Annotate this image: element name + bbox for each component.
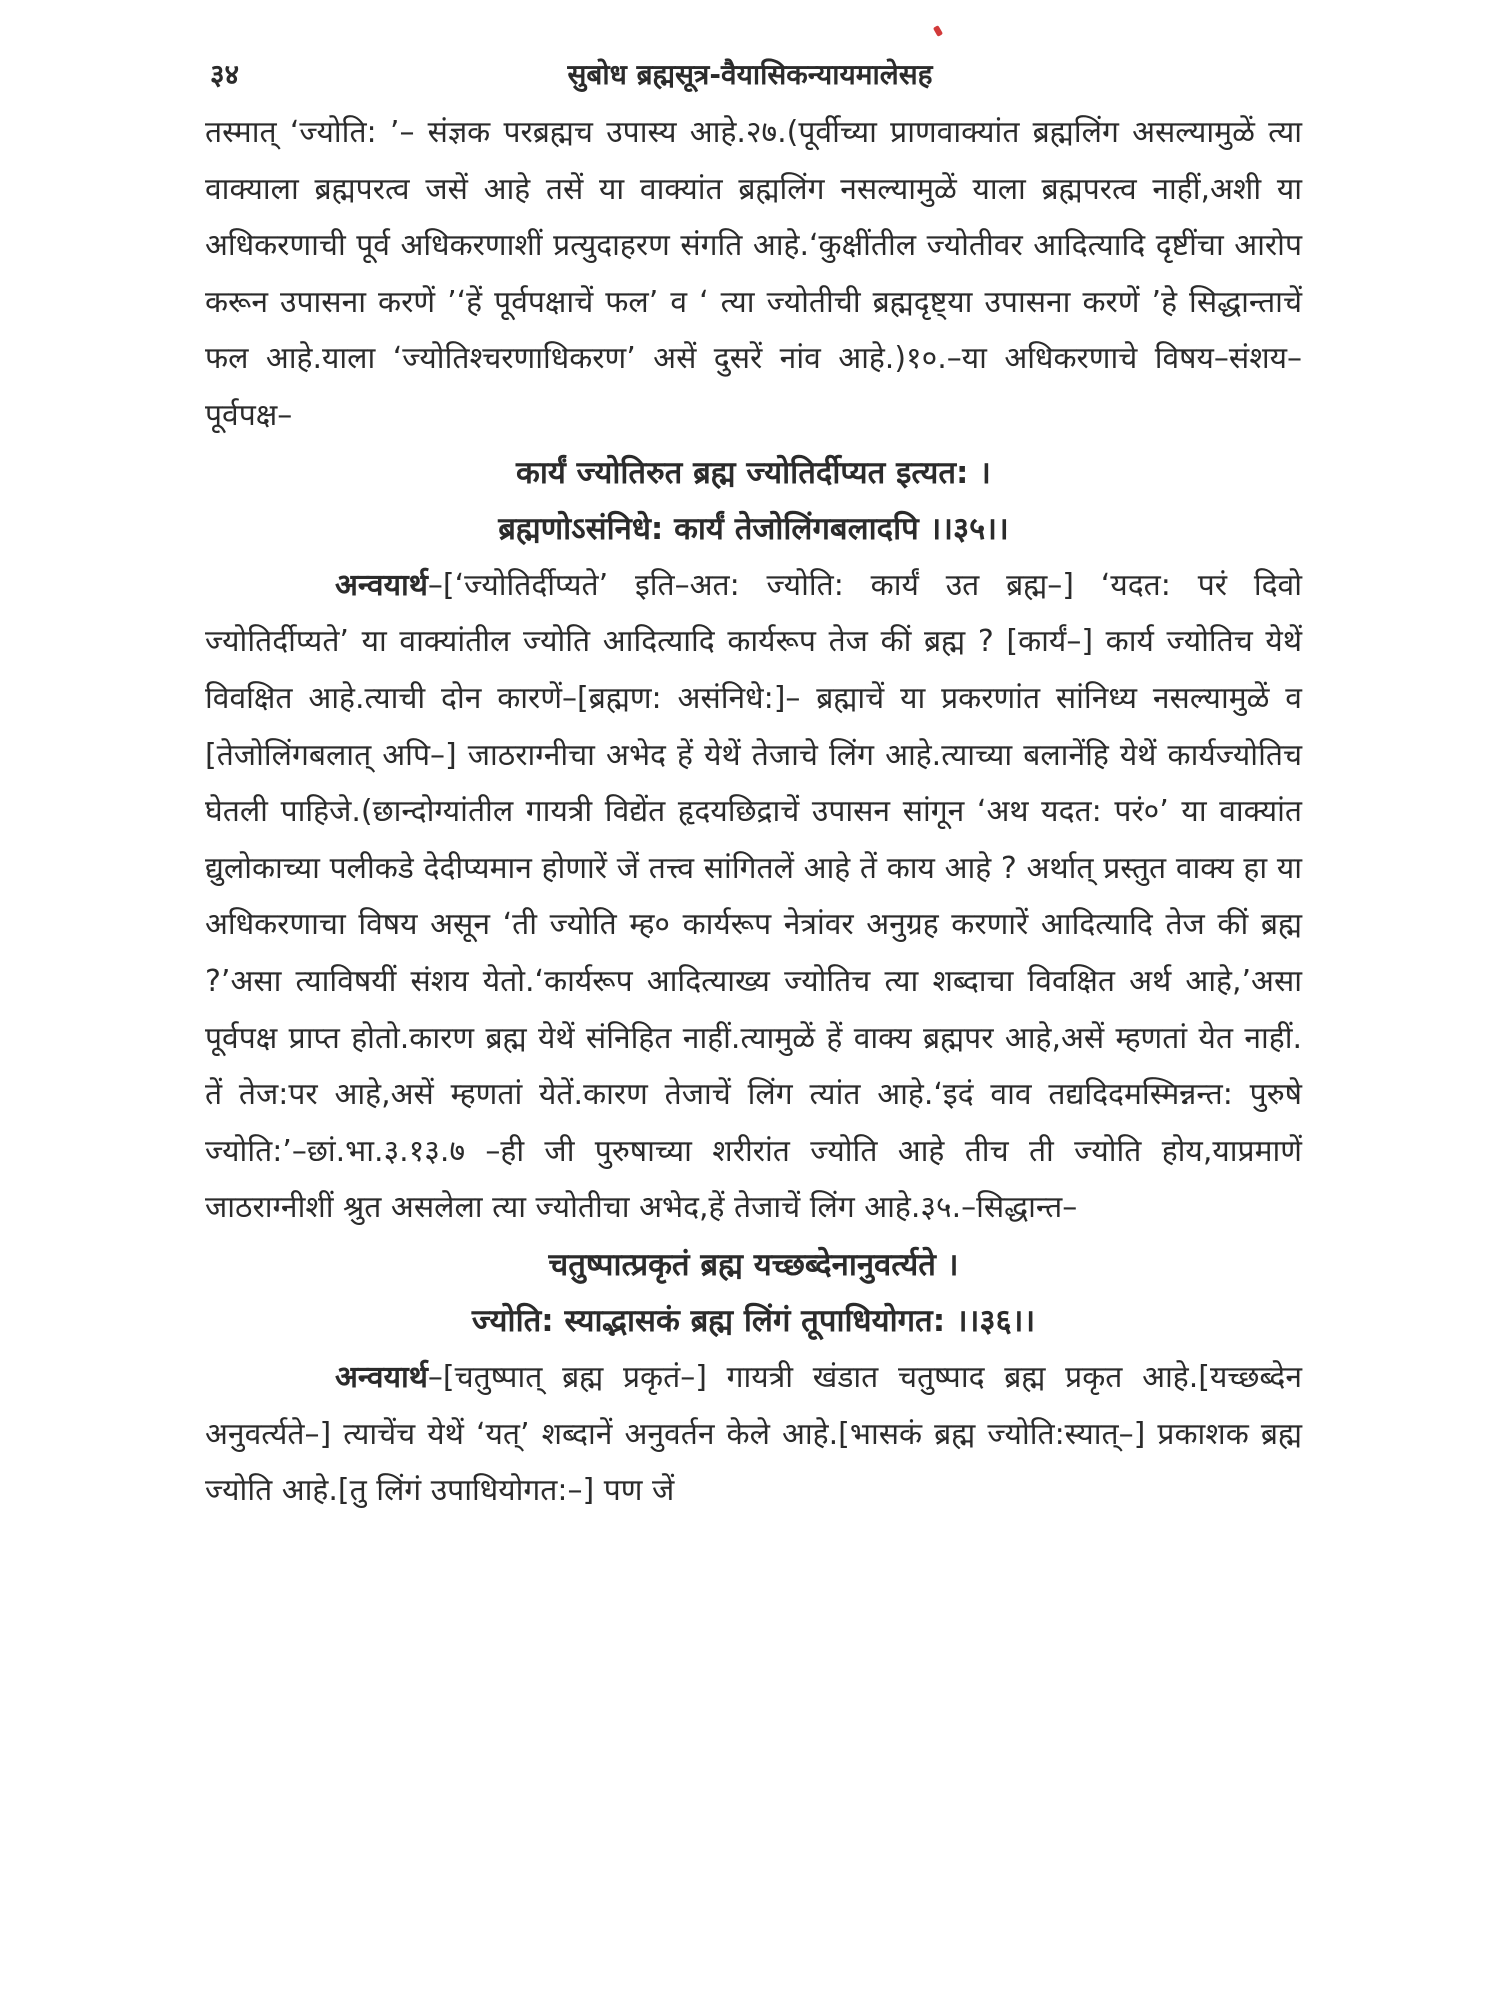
red-ink-mark bbox=[933, 25, 943, 37]
page-body bbox=[205, 105, 1302, 1520]
commentary-paragraph-35 bbox=[205, 558, 1302, 1237]
running-title: सुबोध ब्रह्मसूत्र-वैयासिकन्यायमालेसह bbox=[567, 58, 933, 91]
anvayartha-label: अन्वयार्थ bbox=[335, 567, 428, 603]
verse-35-line-2: ब्रह्मणोऽसंनिधे: कार्यं तेजोलिंगबलादपि ।।३५।। bbox=[498, 511, 1009, 548]
page-header bbox=[200, 55, 1300, 99]
verse-36 bbox=[205, 1237, 1302, 1350]
commentary-text-36: –[चतुष्पात् ब्रह्म प्रकृतं–] गायत्री खंडात चतुष्पाद ब्रह्म प्रकृत आहे.[यच्छब्देन अनुवर्त्यते–] त्याचेंच येथें ‘यत्’ शब्दानें अनुवर्तन केले आहे.[भासकं ब्रह्म ज्योति:स्यात्–] प्रकाशक ब्रह्म ज्योति आहे.[तु लिंगं उपाधियोगत:–] पण जें bbox=[205, 1360, 1302, 1509]
page-number: ३४ bbox=[210, 58, 240, 91]
intro-paragraph: तस्मात् ‘ज्योति: ’– संज्ञक परब्रह्मच उपास्य आहे.२७.(पूर्वीच्या प्राणवाक्यांत ब्रह्मलिंग असल्यामुळें त्या वाक्याला ब्रह्मपरत्व जसें आहे तसें या वाक्यांत ब्रह्मलिंग नसल्यामुळें याला ब्रह्मपरत्व नाहीं,अशी या अधिकरणाची पूर्व अधिकरणाशीं प्रत्युदाहरण संगति आहे.‘कुक्षींतील ज्योतीवर आदित्यादि दृष्टींचा आरोप करून उपासना करणें ’‘हें पूर्वपक्षाचें फल’ व ‘ त्या ज्योतीची ब्रह्मदृष्ट्या उपासना करणें ’हे सिद्धान्ताचें फल आहे.याला ‘ज्योतिश्चरणाधिकरण’ असें दुसरें नांव आहे.)१०.–या अधिकरणाचे विषय–संशय–पूर्वपक्ष– bbox=[205, 115, 1302, 433]
commentary-paragraph-36 bbox=[205, 1350, 1302, 1520]
verse-36-line-2: ज्योति: स्याद्भासकं ब्रह्म लिंगं तूपाधियोगत: ।।३६।। bbox=[471, 1303, 1036, 1340]
verse-36-line-1: चतुष्पात्प्रकृतं ब्रह्म यच्छब्देनानुवर्त्यते । bbox=[548, 1246, 959, 1283]
verse-35 bbox=[205, 445, 1302, 558]
commentary-text-35: –[‘ज्योतिर्दीप्यते’ इति–अत: ज्योति: कार्यं उत ब्रह्म–] ‘यदत: परं दिवो ज्योतिर्दीप्यते’ या वाक्यांतील ज्योति आदित्यादि कार्यरूप तेज कीं ब्रह्म ? [कार्यं–] कार्य ज्योतिच येथें विवक्षित आहे.त्याची दोन कारणें–[ब्रह्मण: असंनिधे:]– ब्रह्माचें या प्रकरणांत सांनिध्य नसल्यामुळें व [तेजोलिंगबलात् अपि–] जाठराग्नीचा अभेद हें येथें तेजाचे लिंग आहे.त्याच्या बलानेंहि येथें कार्यज्योतिच घेतली पाहिजे.(छान्दोग्यांतील गायत्री विद्येंत हृदयछिद्राचें उपासन सां‍गून ‘अथ यदत: परं०’ या वाक्यांत द्युलोकाच्या पलीकडे देदीप्यमान होणारें जें तत्त्व सांगितलें आहे तें काय आहे ? अर्थात् प्रस्तुत वाक्य हा या अधिकरणाचा विषय असून ‘ती ज्योति म्ह० कार्यरूप नेत्रांवर अनुग्रह करणारें आदित्यादि तेज कीं ब्रह्म ?’असा त्याविषयीं संशय येतो.‘कार्यरूप आदित्याख्य ज्योतिच त्या शब्दाचा विवक्षित अर्थ आहे,’असा पूर्वपक्ष प्राप्त होतो.कारण ब्रह्म येथें संनिहित नाहीं.त्यामुळें हें वाक्य ब्रह्मपर आहे,असें म्हणतां येत नाहीं. तें तेज:पर आहे,असें म्हणतां येतें.कारण तेजाचें लिंग त्यांत आहे.‘इदं वाव तद्यदिदमस्मिन्नन्त: पुरुषे ज्योति:’–छां.भा.३.१३.७ –ही जी पुरुषाच्या शरीरांत ज्योति आहे तीच ती ज्योति होय,याप्रमाणें जाठराग्नीशीं श्रुत असलेला त्या ज्योतीचा अभेद,हें तेजाचें लिंग आहे.३५.–सिद्धान्त– bbox=[205, 567, 1302, 1226]
verse-35-line-1: कार्यं ज्योतिरुत ब्रह्म ज्योतिर्दीप्यत इत्यत: । bbox=[516, 454, 991, 491]
anvayartha-label: अन्वयार्थ bbox=[335, 1360, 428, 1396]
